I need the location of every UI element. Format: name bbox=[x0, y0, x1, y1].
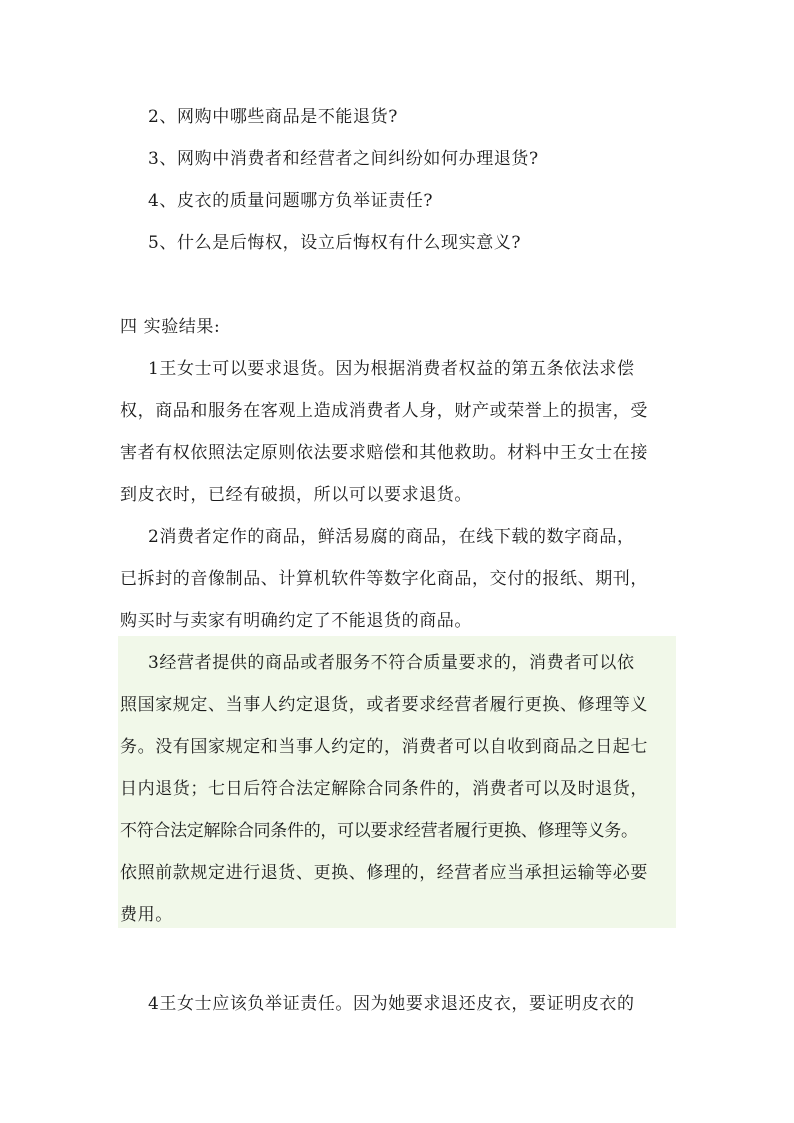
question-3: 3、网购中消费者和经营者之间纠纷如何办理退货? bbox=[148, 149, 539, 169]
answer-3-line-7: 费用。 bbox=[120, 905, 173, 925]
question-2: 2、网购中哪些商品是不能退货? bbox=[148, 107, 398, 127]
answer-2-line-3: 购买时与卖家有明确约定了不能退货的商品。 bbox=[120, 611, 472, 631]
answer-3-line-4: 日内退货；七日后符合法定解除合同条件的，消费者可以及时退货， bbox=[120, 779, 648, 799]
answer-1-line-2: 权，商品和服务在客观上造成消费者人身，财产或荣誉上的损害，受 bbox=[120, 401, 648, 421]
answer-3-line-3: 务。没有国家规定和当事人约定的，消费者可以自收到商品之日起七 bbox=[120, 737, 648, 757]
question-4: 4、皮衣的质量问题哪方负举证责任? bbox=[148, 191, 434, 211]
answer-3-line-6: 依照前款规定进行退货、更换、修理的，经营者应当承担运输等必要 bbox=[120, 863, 648, 883]
section-heading: 四 实验结果: bbox=[120, 317, 221, 337]
answer-3-line-1: 3经营者提供的商品或者服务不符合质量要求的，消费者可以依 bbox=[148, 653, 635, 673]
question-5: 5、什么是后悔权，设立后悔权有什么现实意义? bbox=[148, 233, 522, 253]
answer-2-line-1: 2消费者定作的商品，鲜活易腐的商品，在线下载的数字商品， bbox=[148, 527, 635, 547]
answer-1-line-3: 害者有权依照法定原则依法要求赔偿和其他救助。材料中王女士在接 bbox=[120, 443, 648, 463]
answer-3-line-5: 不符合法定解除合同条件的，可以要求经营者履行更换、修理等义务。 bbox=[120, 821, 638, 841]
answer-2-line-2: 已拆封的音像制品、计算机软件等数字化商品，交付的报纸、期刊， bbox=[120, 569, 648, 589]
answer-4-line-1: 4王女士应该负举证责任。因为她要求退还皮衣，要证明皮衣的 bbox=[148, 994, 635, 1014]
answer-3-line-2: 照国家规定、当事人约定退货，或者要求经营者履行更换、修理等义 bbox=[120, 695, 648, 715]
answer-1-line-4: 到皮衣时，已经有破损，所以可以要求退货。 bbox=[120, 485, 472, 505]
answer-1-line-1: 1王女士可以要求退货。因为根据消费者权益的第五条依法求偿 bbox=[148, 359, 635, 379]
